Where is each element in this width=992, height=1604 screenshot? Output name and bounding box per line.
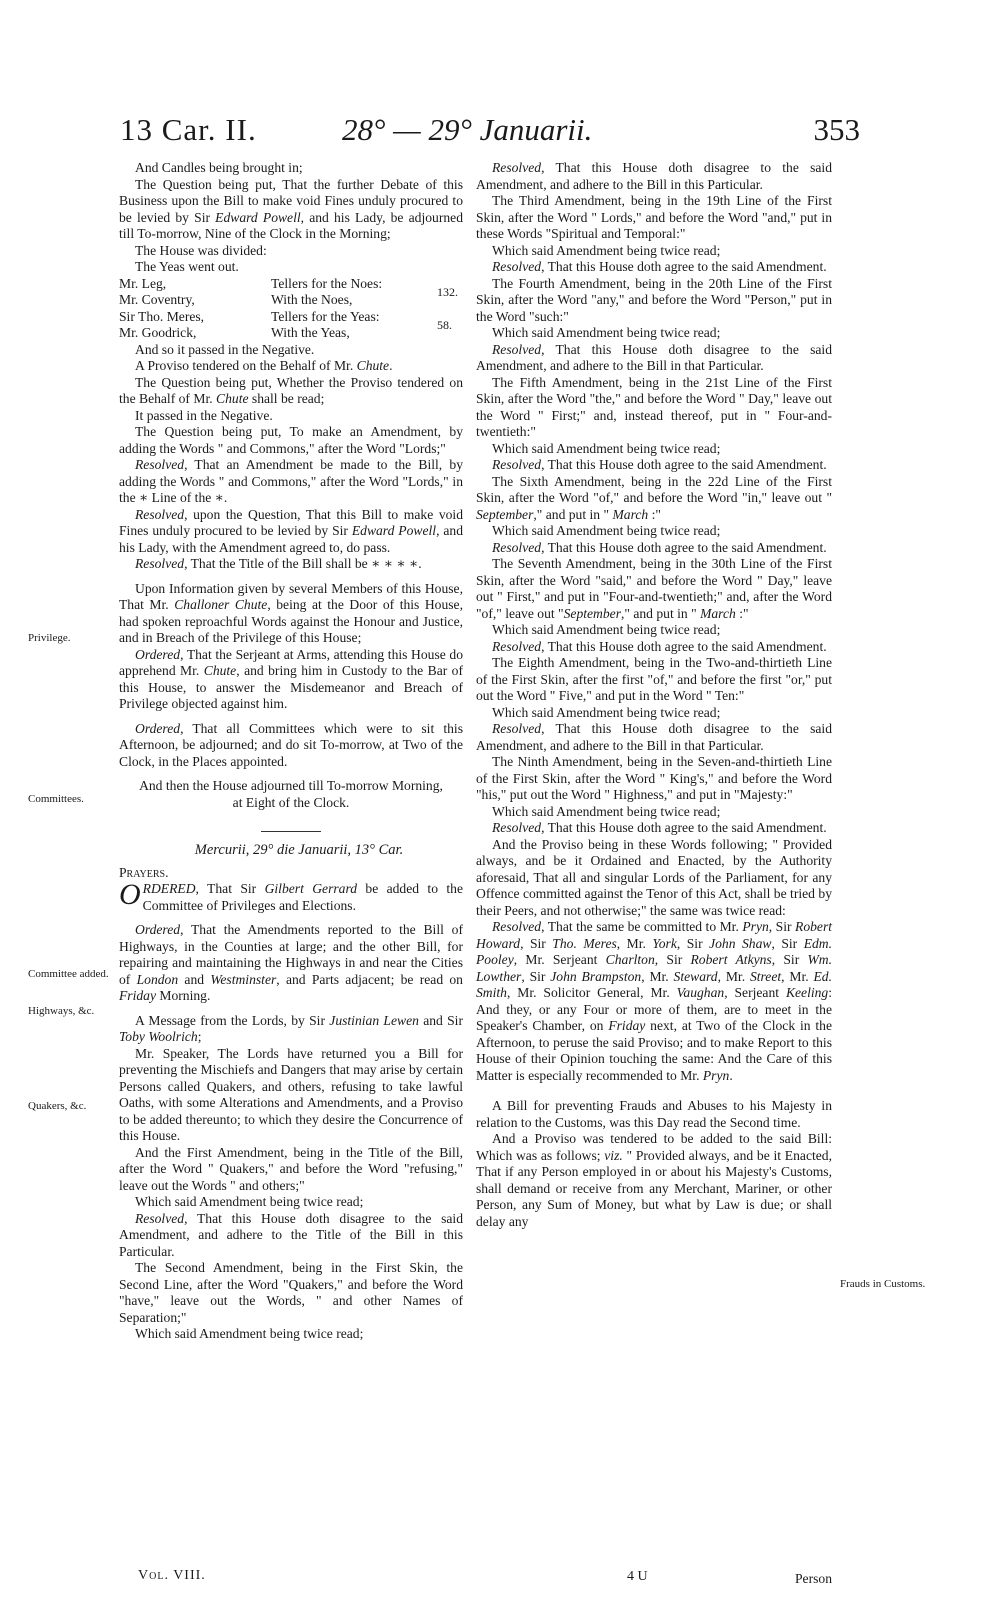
teller-row (119, 292, 463, 309)
paragraph: Resolved, That this House doth disagree to the said Amendment, and adhere to the Bill in this Particular. (476, 160, 832, 192)
margin-note-quakers: Quakers, &c. (28, 1100, 87, 1112)
paragraph: The Yeas went out. (135, 259, 239, 274)
paragraph: The Ninth Amendment, being in the Seven-and-thirtieth Line of the First Skin, after the Word " King's," and before the Word "his," put out the Word " Highness," and put in "Majesty:" (476, 754, 832, 802)
left-column (119, 160, 463, 1343)
adjournment-note: And then the House adjourned till To-morrow Morning, at Eight of the Clock. (139, 778, 443, 810)
paragraph: Resolved, That the Title of the Bill shall be ∗ ∗ ∗ ∗. (135, 556, 422, 571)
paragraph: Mr. Speaker, The Lords have returned you a Bill for preventing the Mischiefs and Dangers that may arise by certain Persons called Quakers, and others, refusing to take lawful Oaths, with some Alterations and Amendments, and a Proviso to be added thereunto; to which they desire the Concurrence of this House. (119, 1045, 463, 1143)
paragraph: Resolved, upon the Question, That this Bill to make void Fines unduly procured to be levied by Sir Edward Powell, and his Lady, with the Amendment agreed to, do pass. (119, 506, 463, 555)
paragraph: Resolved, That this House doth agree to the said Amendment. (492, 638, 827, 654)
paragraph: Which said Amendment being twice read; (492, 704, 721, 720)
paragraph: A Proviso tendered on the Behalf of Mr. Chute. (135, 358, 393, 373)
margin-note-frauds: Frauds in Customs. (840, 1278, 926, 1290)
paragraph: Which said Amendment being twice read; (492, 440, 721, 456)
page-number: 353 (813, 112, 860, 147)
running-head (120, 112, 860, 152)
teller-name: Mr. Goodrick, (119, 325, 197, 340)
teller-role: Tellers for the Noes: (271, 275, 383, 291)
paragraph: The Eighth Amendment, being in the Two-and-thirtieth Line of the First Skin, after the first "of," and before the first "or," put out the Word " Five," and put in the Word " Ten:" (476, 655, 832, 703)
volume-label: Vol. VIII. (138, 1568, 206, 1583)
paragraph: And the Proviso being in these Words following; " Provided always, and be it Ordained and Enacted, by the Authority aforesaid, That all and singular Lords of the Parliament, for any Offence committed against the Tenor of this Act, shall be tried by their Peers, and not otherwise;" the same was twice read: (476, 836, 832, 918)
paragraph: It passed in the Negative. (135, 407, 273, 423)
paragraph: Resolved, That an Amendment be made to the Bill, by adding the Words " and Commons," after the Word "Lords," in the ∗ Line of the ∗. (119, 457, 463, 505)
catchword: Person (795, 1571, 833, 1586)
margin-note-highways: Highways, &c. (28, 1005, 95, 1017)
paragraph: Resolved, That this House doth disagree to the said Amendment, and adhere to the Bill in that Particular. (476, 341, 832, 373)
margin-note-privilege: Privilege. (28, 632, 71, 644)
paragraph: And so it passed in the Negative. (135, 341, 315, 357)
paragraph: Which said Amendment being twice read; (492, 242, 721, 258)
teller-row (119, 325, 463, 342)
vote-count-yeas: 58. (437, 317, 452, 332)
teller-row (119, 308, 463, 332)
day-title: Mercurii, 29° die Januarii, 13° Car. (194, 842, 404, 858)
paragraph: And the First Amendment, being in the Title of the Bill, after the Word " Quakers," and before the Word "refusing," leave out the Words " and others;" (119, 1144, 463, 1193)
right-column (476, 160, 832, 1230)
paragraph: And a Proviso was tendered to be added to the said Bill: Which was as follows; viz. " Provided always, and be it Enacted, That if any Person employed in or about his Majesty's Customs, shall demand or receive from any Merchant, Mariner, or other Person, any Sum of Money, but what by Law is due; or shall delay any (476, 1131, 832, 1229)
paragraph: The Fourth Amendment, being in the 20th Line of the First Skin, after the Word "any," and before the Word "Person," put in the Word "such:" (476, 275, 832, 324)
paragraph: The Third Amendment, being in the 19th Line of the First Skin, after the Word " Lords," and before the Word "and," put in these Words "Spiritual and Temporal:" (476, 193, 832, 241)
paragraph-committee-list: Resolved, That the same be committed to Mr. Pryn, Sir Robert Howard, Sir Tho. Meres, Mr. York, Sir John Shaw, Sir Edm. Pooley, Mr. Serjeant Charlton, Sir Robert Atkyns, Sir Wm. Lowther, Sir John Brampston, Mr. Steward, Mr. Street, Mr. Ed. Smith, Mr. Solicitor General, Mr. Vaughan, Serjeant Keeling: And they, or any Four or more of them, are to meet in the Speaker's Chamber, on Friday next, at Two of the Clock in the Afternoon, to peruse the said Proviso; and to make Report to this House of their Opinion touching the same: And the Care of this Matter is especially recommended to Mr. Pryn. (476, 919, 833, 1083)
paragraph: The Question being put, Whether the Proviso tendered on the Behalf of Mr. Chute shall be read; (119, 374, 463, 406)
teller-name: Mr. Leg, (119, 275, 167, 291)
paragraph: And Candles being brought in; (135, 160, 303, 175)
paragraph: Resolved, That this House doth agree to the said Amendment. (492, 457, 827, 472)
paragraph: Which said Amendment being twice read; (492, 523, 721, 538)
teller-role: With the Noes, (271, 292, 353, 307)
paragraph-highways: Ordered, That the Amendments reported to the Bill of Highways, in the Counties at large; and the other Bill, for repairing and maintaining the Highways in and near the Cities of London and Westminster, and Parts adjacent; be read on Friday Morning. (119, 922, 463, 1003)
paragraph: The Second Amendment, being in the First Skin, the Second Line, after the Word "Quakers," and before the Word "have," leave out the Words, " and other Names of Separation;" (119, 1260, 463, 1325)
paragraph: The Seventh Amendment, being in the 30th Line of the First Skin, after the Word "said," and before the Word " Day," leave out " First," and put in "Four-and-twentieth;" and, after the Word "of," leave out "September," and put in " March :" (476, 556, 832, 621)
teller-name: Mr. Coventry, (119, 292, 195, 307)
paragraph: Resolved, That this House doth agree to the said Amendment. (492, 820, 827, 835)
paragraph: The Question being put, To make an Amendment, by adding the Words " and Commons," after the Word "Lords;" (119, 424, 463, 456)
section-divider (261, 831, 321, 832)
date-heading: 28° — 29° Januarii. (342, 112, 593, 147)
paragraph: Which said Amendment being twice read; (492, 622, 721, 637)
paragraph: The Sixth Amendment, being in the 22d Line of the First Skin, after the Word "of," and before the Word "in," leave out " September," and put in " March :" (476, 473, 832, 522)
paragraph-committee-added: ORDERED, That Sir Gilbert Gerrard be added to the Committee of Privileges and Elections. (119, 878, 463, 913)
paragraph-frauds: A Bill for preventing Frauds and Abuses to his Majesty in relation to the Customs, was this Day read the Second time. (476, 1098, 832, 1130)
paragraph: Resolved, That this House doth disagree to the said Amendment, and adhere to the Bill in that Particular. (476, 721, 832, 753)
paragraph: Which said Amendment being twice read; (135, 1194, 364, 1209)
regnal-year: 13 Car. II. (120, 112, 257, 147)
tellers-block (119, 276, 463, 342)
teller-role: With the Yeas, (271, 325, 350, 340)
paragraph-committees: Ordered, That all Committees which were to sit this Afternoon, be adjourned; and do sit To-morrow, at Two of the Clock, in the Places appointed. (119, 720, 463, 769)
teller-name: Sir Tho. Meres, (119, 308, 205, 324)
paragraph: Resolved, That this House doth agree to the said Amendment. (492, 259, 827, 274)
paragraph: Which said Amendment being twice read; (492, 803, 721, 819)
drop-cap: O (119, 878, 141, 911)
paragraph-privilege: Upon Information given by several Members of this House, That Mr. Challoner Chute, being at the Door of this House, had spoken reproachful Words against the Honour and Justice, and in Breach of the Privilege of this House; (119, 580, 463, 645)
prayers-heading: Prayers. (119, 864, 169, 880)
teller-row (119, 275, 463, 299)
teller-role: Tellers for the Yeas: (271, 308, 380, 324)
vote-count-noes: 132. (437, 284, 458, 299)
signature-mark: 4 U (627, 1569, 648, 1584)
paragraph: Resolved, That this House doth agree to the said Amendment. (492, 539, 827, 555)
paragraph: The House was divided: (135, 242, 267, 258)
paragraph: Ordered, That the Serjeant at Arms, attending this House do apprehend Mr. Chute, and bring him in Custody to the Bar of this House, to answer the Misdemeanor and Breach of Privilege objected against him. (119, 646, 464, 711)
paragraph: The Question being put, That the further Debate of this Business upon the Bill to make void Fines unduly procured to be levied by Sir Edward Powell, and his Lady, be adjourned till To-morrow, Nine of the Clock in the Morning; (119, 176, 463, 241)
paragraph: Resolved, That this House doth disagree to the said Amendment, and adhere to the Title of the Bill in this Particular. (119, 1210, 463, 1259)
margin-note-committee-added: Committee added. (28, 968, 109, 980)
paragraph: Which said Amendment being twice read; (135, 1326, 364, 1341)
paragraph: Which said Amendment being twice read; (492, 325, 721, 340)
paragraph-quakers: A Message from the Lords, by Sir Justinian Lewen and Sir Toby Woolrich; (119, 1012, 463, 1044)
paragraph: The Fifth Amendment, being in the 21st Line of the First Skin, after the Word "the," and before the Word " Day," leave out the Word " First;" and, instead thereof, put in " Four-and-twentieth:" (476, 374, 832, 439)
margin-note-committees: Committees. (28, 793, 84, 805)
